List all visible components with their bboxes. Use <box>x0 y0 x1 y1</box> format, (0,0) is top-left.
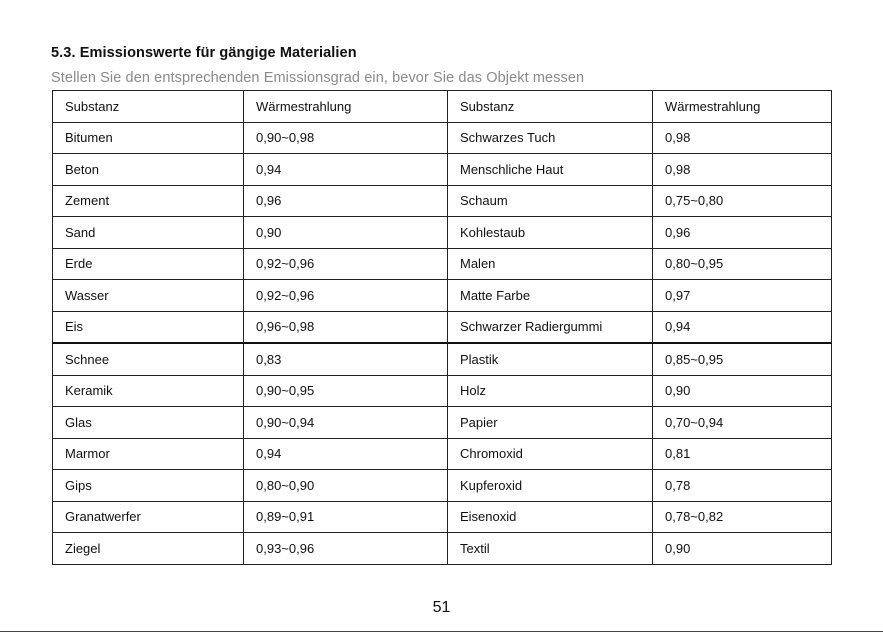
radiation-cell: 0,81 <box>653 438 832 470</box>
table-header-row <box>53 91 832 123</box>
radiation-cell: 0,90 <box>244 217 448 249</box>
substance-cell: Holz <box>448 375 653 407</box>
radiation-cell: 0,93~0,96 <box>244 533 448 565</box>
emissivity-table <box>52 90 832 565</box>
table-row <box>53 407 832 439</box>
substance-cell: Textil <box>448 533 653 565</box>
radiation-cell: 0,98 <box>653 154 832 186</box>
substance-cell: Erde <box>53 248 244 280</box>
substance-cell: Zement <box>53 185 244 217</box>
substance-cell: Glas <box>53 407 244 439</box>
substance-cell: Chromoxid <box>448 438 653 470</box>
radiation-cell: 0,80~0,95 <box>653 248 832 280</box>
substance-cell: Bitumen <box>53 122 244 154</box>
section-title: 5.3. Emissionswerte für gängige Materialien <box>51 45 357 61</box>
table-row <box>53 154 832 186</box>
radiation-cell: 0,80~0,90 <box>244 470 448 502</box>
substance-cell: Granatwerfer <box>53 501 244 533</box>
radiation-cell: 0,90 <box>653 533 832 565</box>
table-row <box>53 122 832 154</box>
footer-divider <box>0 631 883 632</box>
substance-cell: Eis <box>53 311 244 343</box>
radiation-cell: 0,92~0,96 <box>244 248 448 280</box>
table-row <box>53 375 832 407</box>
radiation-cell: 0,90~0,98 <box>244 122 448 154</box>
section-subtitle: Stellen Sie den entsprechenden Emissionsgrad ein, bevor Sie das Objekt messen <box>51 70 585 86</box>
radiation-cell: 0,94 <box>244 438 448 470</box>
radiation-cell: 0,89~0,91 <box>244 501 448 533</box>
table-row <box>53 311 832 343</box>
header-cell-substance-right: Substanz <box>448 91 653 123</box>
radiation-cell: 0,78~0,82 <box>653 501 832 533</box>
radiation-cell: 0,92~0,96 <box>244 280 448 312</box>
radiation-cell: 0,96 <box>653 217 832 249</box>
substance-cell: Ziegel <box>53 533 244 565</box>
table-row <box>53 217 832 249</box>
substance-cell: Eisenoxid <box>448 501 653 533</box>
table-row <box>53 533 832 565</box>
substance-cell: Plastik <box>448 343 653 375</box>
substance-cell: Kupferoxid <box>448 470 653 502</box>
radiation-cell: 0,85~0,95 <box>653 343 832 375</box>
radiation-cell: 0,94 <box>653 311 832 343</box>
radiation-cell: 0,70~0,94 <box>653 407 832 439</box>
substance-cell: Papier <box>448 407 653 439</box>
table-row <box>53 501 832 533</box>
radiation-cell: 0,97 <box>653 280 832 312</box>
header-cell-radiation-left: Wärmestrahlung <box>244 91 448 123</box>
radiation-cell: 0,83 <box>244 343 448 375</box>
substance-cell: Matte Farbe <box>448 280 653 312</box>
substance-cell: Beton <box>53 154 244 186</box>
substance-cell: Kohlestaub <box>448 217 653 249</box>
page-number: 51 <box>432 599 451 616</box>
emissivity-table-body <box>53 91 832 565</box>
radiation-cell: 0,78 <box>653 470 832 502</box>
table-row <box>53 343 832 375</box>
substance-cell: Malen <box>448 248 653 280</box>
table-row <box>53 248 832 280</box>
radiation-cell: 0,90~0,95 <box>244 375 448 407</box>
substance-cell: Marmor <box>53 438 244 470</box>
substance-cell: Sand <box>53 217 244 249</box>
table-row <box>53 470 832 502</box>
radiation-cell: 0,90~0,94 <box>244 407 448 439</box>
substance-cell: Wasser <box>53 280 244 312</box>
substance-cell: Schaum <box>448 185 653 217</box>
substance-cell: Keramik <box>53 375 244 407</box>
radiation-cell: 0,90 <box>653 375 832 407</box>
radiation-cell: 0,96~0,98 <box>244 311 448 343</box>
table-row <box>53 438 832 470</box>
table-row <box>53 280 832 312</box>
radiation-cell: 0,96 <box>244 185 448 217</box>
radiation-cell: 0,94 <box>244 154 448 186</box>
table-row <box>53 185 832 217</box>
substance-cell: Menschliche Haut <box>448 154 653 186</box>
radiation-cell: 0,75~0,80 <box>653 185 832 217</box>
substance-cell: Schwarzes Tuch <box>448 122 653 154</box>
header-cell-radiation-right: Wärmestrahlung <box>653 91 832 123</box>
radiation-cell: 0,98 <box>653 122 832 154</box>
substance-cell: Schwarzer Radiergummi <box>448 311 653 343</box>
substance-cell: Schnee <box>53 343 244 375</box>
substance-cell: Gips <box>53 470 244 502</box>
header-cell-substance-left: Substanz <box>53 91 244 123</box>
